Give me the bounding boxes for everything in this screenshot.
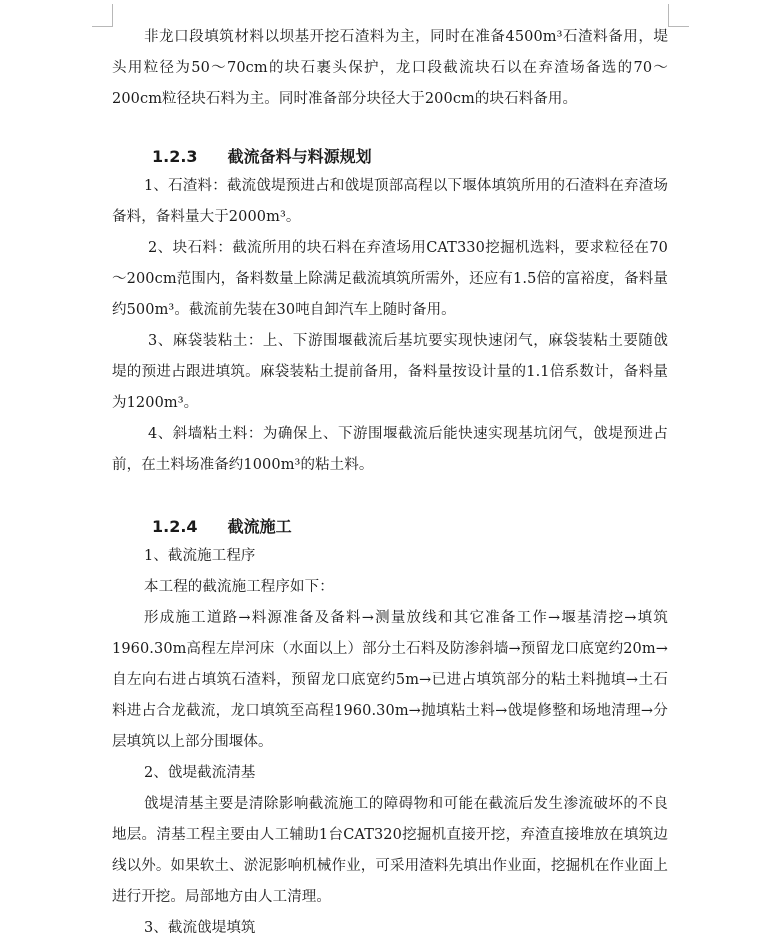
section-number: 1.2.4 [152,517,198,536]
list-item-gravel: 1、石渣料：截流戗堤预进占和戗堤顶部高程以下堰体填筑所用的石渣料在弃渣场备料，备料量大于2000m³。 [112,178,668,225]
crop-mark-right [668,4,689,27]
list-item-block-stone: 2、块石料：截流所用的块石料在弃渣场用CAT330挖掘机选料，要求粒径在70～200cm范围内，备料数量上除满足截流填筑所需外，还应有1.5倍的富裕度，备料量约500m³。截流前先装在30吨自卸汽车上随时备用。 [112,240,668,318]
section-title: 截流施工 [227,517,292,536]
paragraph-intro: 非龙口段填筑材料以坝基开挖石渣料为主，同时在准备4500m³石渣料备用，堤头用粒径为50～70cm的块石裹头保护，龙口段截流块石以在弃渣场备选的70～200cm粒径块石料为主。同时准备部分块径大于200cm的块石料备用。 [112,29,668,107]
list-item-sandbag-clay: 3、麻袋装粘土：上、下游围堰截流后基坑要实现快速闭气，麻袋装粘土要随戗堤的预进占跟进填筑。麻袋装粘土提前备用，备料量按设计量的1.1倍系数计，备料量为1200m³。 [112,333,668,411]
subsection-title-foundation-clearing: 2、戗堤截流清基 [144,765,256,781]
paragraph-foundation-clearing: 戗堤清基主要是清除影响截流施工的障碍物和可能在截流后发生渗流破坏的不良地层。清基工程主要由人工辅助1台CAT320挖掘机直接开挖，弃渣直接堆放在填筑边线以外。如果软土、淤泥影响机械作业，可采用渣料先填出作业面，挖掘机在作业面上进行开挖。局部地方由人工清理。 [112,796,668,905]
paragraph-procedure-intro: 本工程的截流施工程序如下： [144,579,334,595]
list-item-slope-clay: 4、斜墙粘土料：为确保上、下游围堰截流后能快速实现基坑闭气，戗堤预进占前，在土料场准备约1000m³的粘土料。 [112,426,668,473]
section-heading-1-2-4 [152,515,668,539]
crop-mark-left [92,4,113,27]
section-number: 1.2.3 [152,147,198,166]
subsection-title-procedure: 1、截流施工程序 [144,548,256,564]
section-heading-1-2-3 [152,145,668,169]
document-body [112,22,668,944]
section-title: 截流备料与料源规划 [227,147,372,166]
paragraph-procedure-body: 形成施工道路→料源准备及备料→测量放线和其它准备工作→堰基清挖→填筑1960.30m高程左岸河床（水面以上）部分土石料及防渗斜墙→预留龙口底宽约20m→自左向右进占填筑石渣料，预留龙口底宽约5m→已进占填筑部分的粘土料抛填→土石料进占合龙截流，龙口填筑至高程1960.30m→抛填粘土料→戗堤修整和场地清理→分层填筑以上部分围堰体。 [112,610,668,750]
subsection-title-embankment-filling: 3、截流戗堤填筑 [144,920,256,936]
